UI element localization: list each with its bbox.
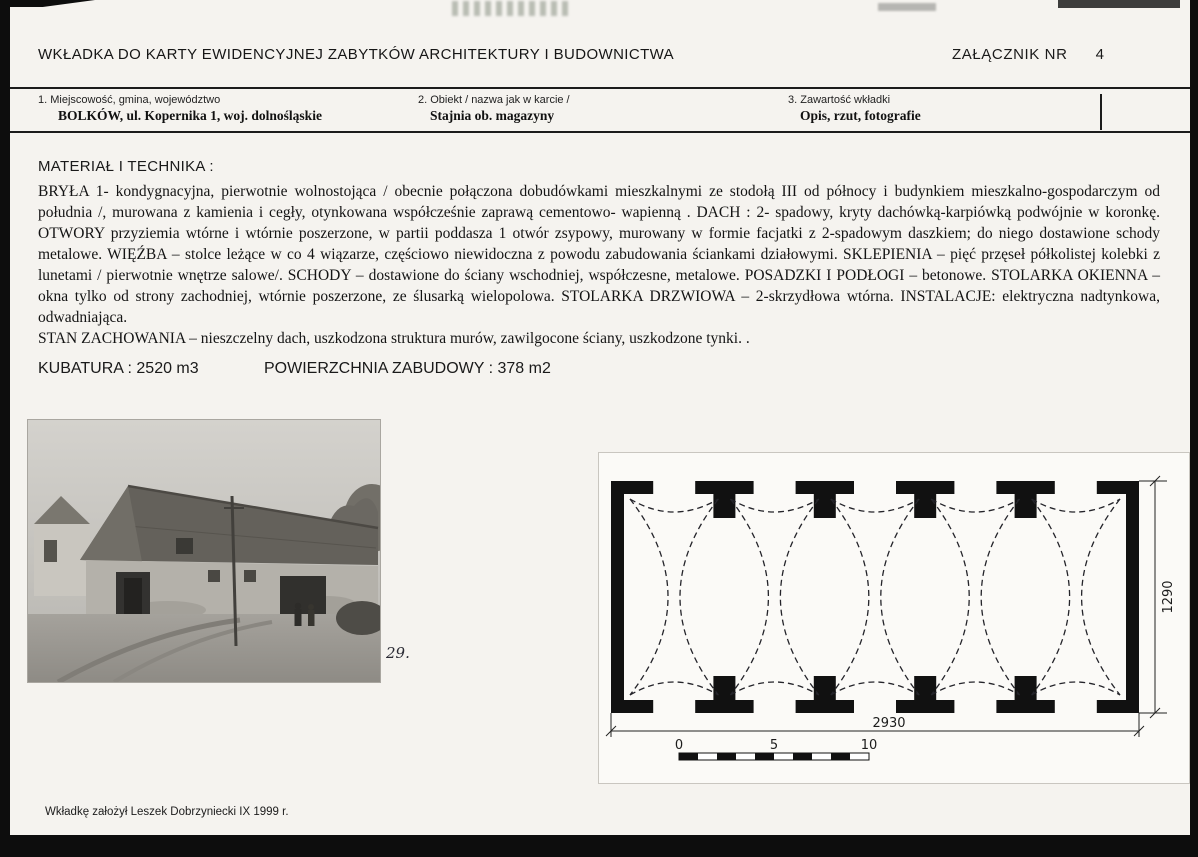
description-block — [38, 181, 1160, 349]
scale-tick-5: 5 — [769, 738, 779, 753]
field-label-location: 1. Miejscowość, gmina, województwo — [38, 94, 221, 106]
field-value-object: Stajnia ob. magazyny — [430, 108, 555, 123]
field-value-location: BOLKÓW, ul. Kopernika 1, woj. dolnośląskie — [58, 108, 322, 123]
footer-note: Wkładkę założył Leszek Dobrzyniecki IX 1999 r. — [45, 806, 289, 818]
scale-bar — [675, 738, 877, 760]
attachment-number-label — [952, 46, 1105, 63]
field-label-contents: 3. Zawartość wkładki — [788, 94, 891, 106]
scan-edge-right — [1190, 0, 1198, 857]
metrics-row — [38, 360, 738, 380]
scale-tick-0: 0 — [674, 738, 684, 753]
plan-width-dimension: 2930 — [872, 716, 906, 731]
field-value-contents: Opis, rzut, fotografie — [800, 108, 921, 123]
stamp-artifact — [452, 1, 570, 16]
photo-image — [28, 420, 380, 682]
floor-plan-drawing — [598, 452, 1190, 784]
floor-plan-image — [599, 453, 1189, 783]
section-heading: MATERIAŁ I TECHNIKA : — [38, 158, 214, 175]
scale-tick-10: 10 — [860, 738, 878, 753]
scan-mark-artifact — [1058, 0, 1180, 8]
scan-edge-bottom — [0, 835, 1198, 857]
horizontal-rule — [10, 87, 1190, 89]
field-label-object: 2. Obiekt / nazwa jak w karcie / — [418, 94, 570, 106]
field-row-divider — [1100, 94, 1102, 130]
scan-mark-artifact — [878, 3, 936, 11]
plan-height-dimension: 1290 — [1161, 580, 1176, 614]
scan-corner-artifact — [0, 0, 95, 7]
attachment-number: 4 — [1095, 46, 1105, 63]
metric-volume: KUBATURA : 2520 m3 — [38, 360, 199, 377]
metric-built-area: POWIERZCHNIA ZABUDOWY : 378 m2 — [264, 360, 551, 377]
document-title: WKŁADKA DO KARTY EWIDENCYJNEJ ZABYTKÓW ARCHITEKTURY I BUDOWNICTWA — [38, 46, 675, 63]
horizontal-rule — [10, 131, 1190, 133]
scan-edge-left — [0, 0, 10, 857]
building-photograph — [28, 420, 380, 682]
attachment-label: ZAŁĄCZNIK NR — [952, 46, 1068, 63]
description-paragraph: BRYŁA 1- kondygnacyjna, pierwotnie wolnostojąca / obecnie połączona dobudówkami mieszkalnymi ze stodołą III od północy i budynkiem mieszkalno-gospodarczym od południa /, murowana z kamienia i cegły, otynkowana współcześnie zaprawą cementowo- wapienną . DACH : 2- spadowy, kryty dachówką-karpiówką podwójnie w koronkę. OTWORY przyziemia wtórne i wtórnie poszerzone, w partii poddasza 1 otwór zsypowy, murowany w formie facjatki z 2-spadowym daszkiem; do niego dostawione schody metalowe. WIĘŹBA – stolce leżące w co 4 wiązarze, częściowo niewidoczna z powodu zabudowania ściankami działowymi. SKLEPIENIA – pięć przęseł półkolistej kolebki z lunetami / pierwotnie wnętrze salowe/. SCHODY – dostawione do ściany wschodniej, współczesne, metalowe. POSADZKI I PODŁOGI – betonowe. STOLARKA OKIENNA – okna tylko od strony zachodniej, wtórnie poszerzone, ze ślusarką wielopolowa. STOLARKA DRZWIOWA – 2-skrzydłowa wtórna. INSTALACJE: elektryczna nadtynkowa, odwadniająca. — [38, 183, 1160, 326]
photo-number-annotation: 29. — [386, 644, 410, 662]
condition-paragraph: STAN ZACHOWANIA – nieszczelny dach, uszkodzona struktura murów, zawilgocone ściany, uszkodzone tynki. . — [38, 330, 750, 347]
